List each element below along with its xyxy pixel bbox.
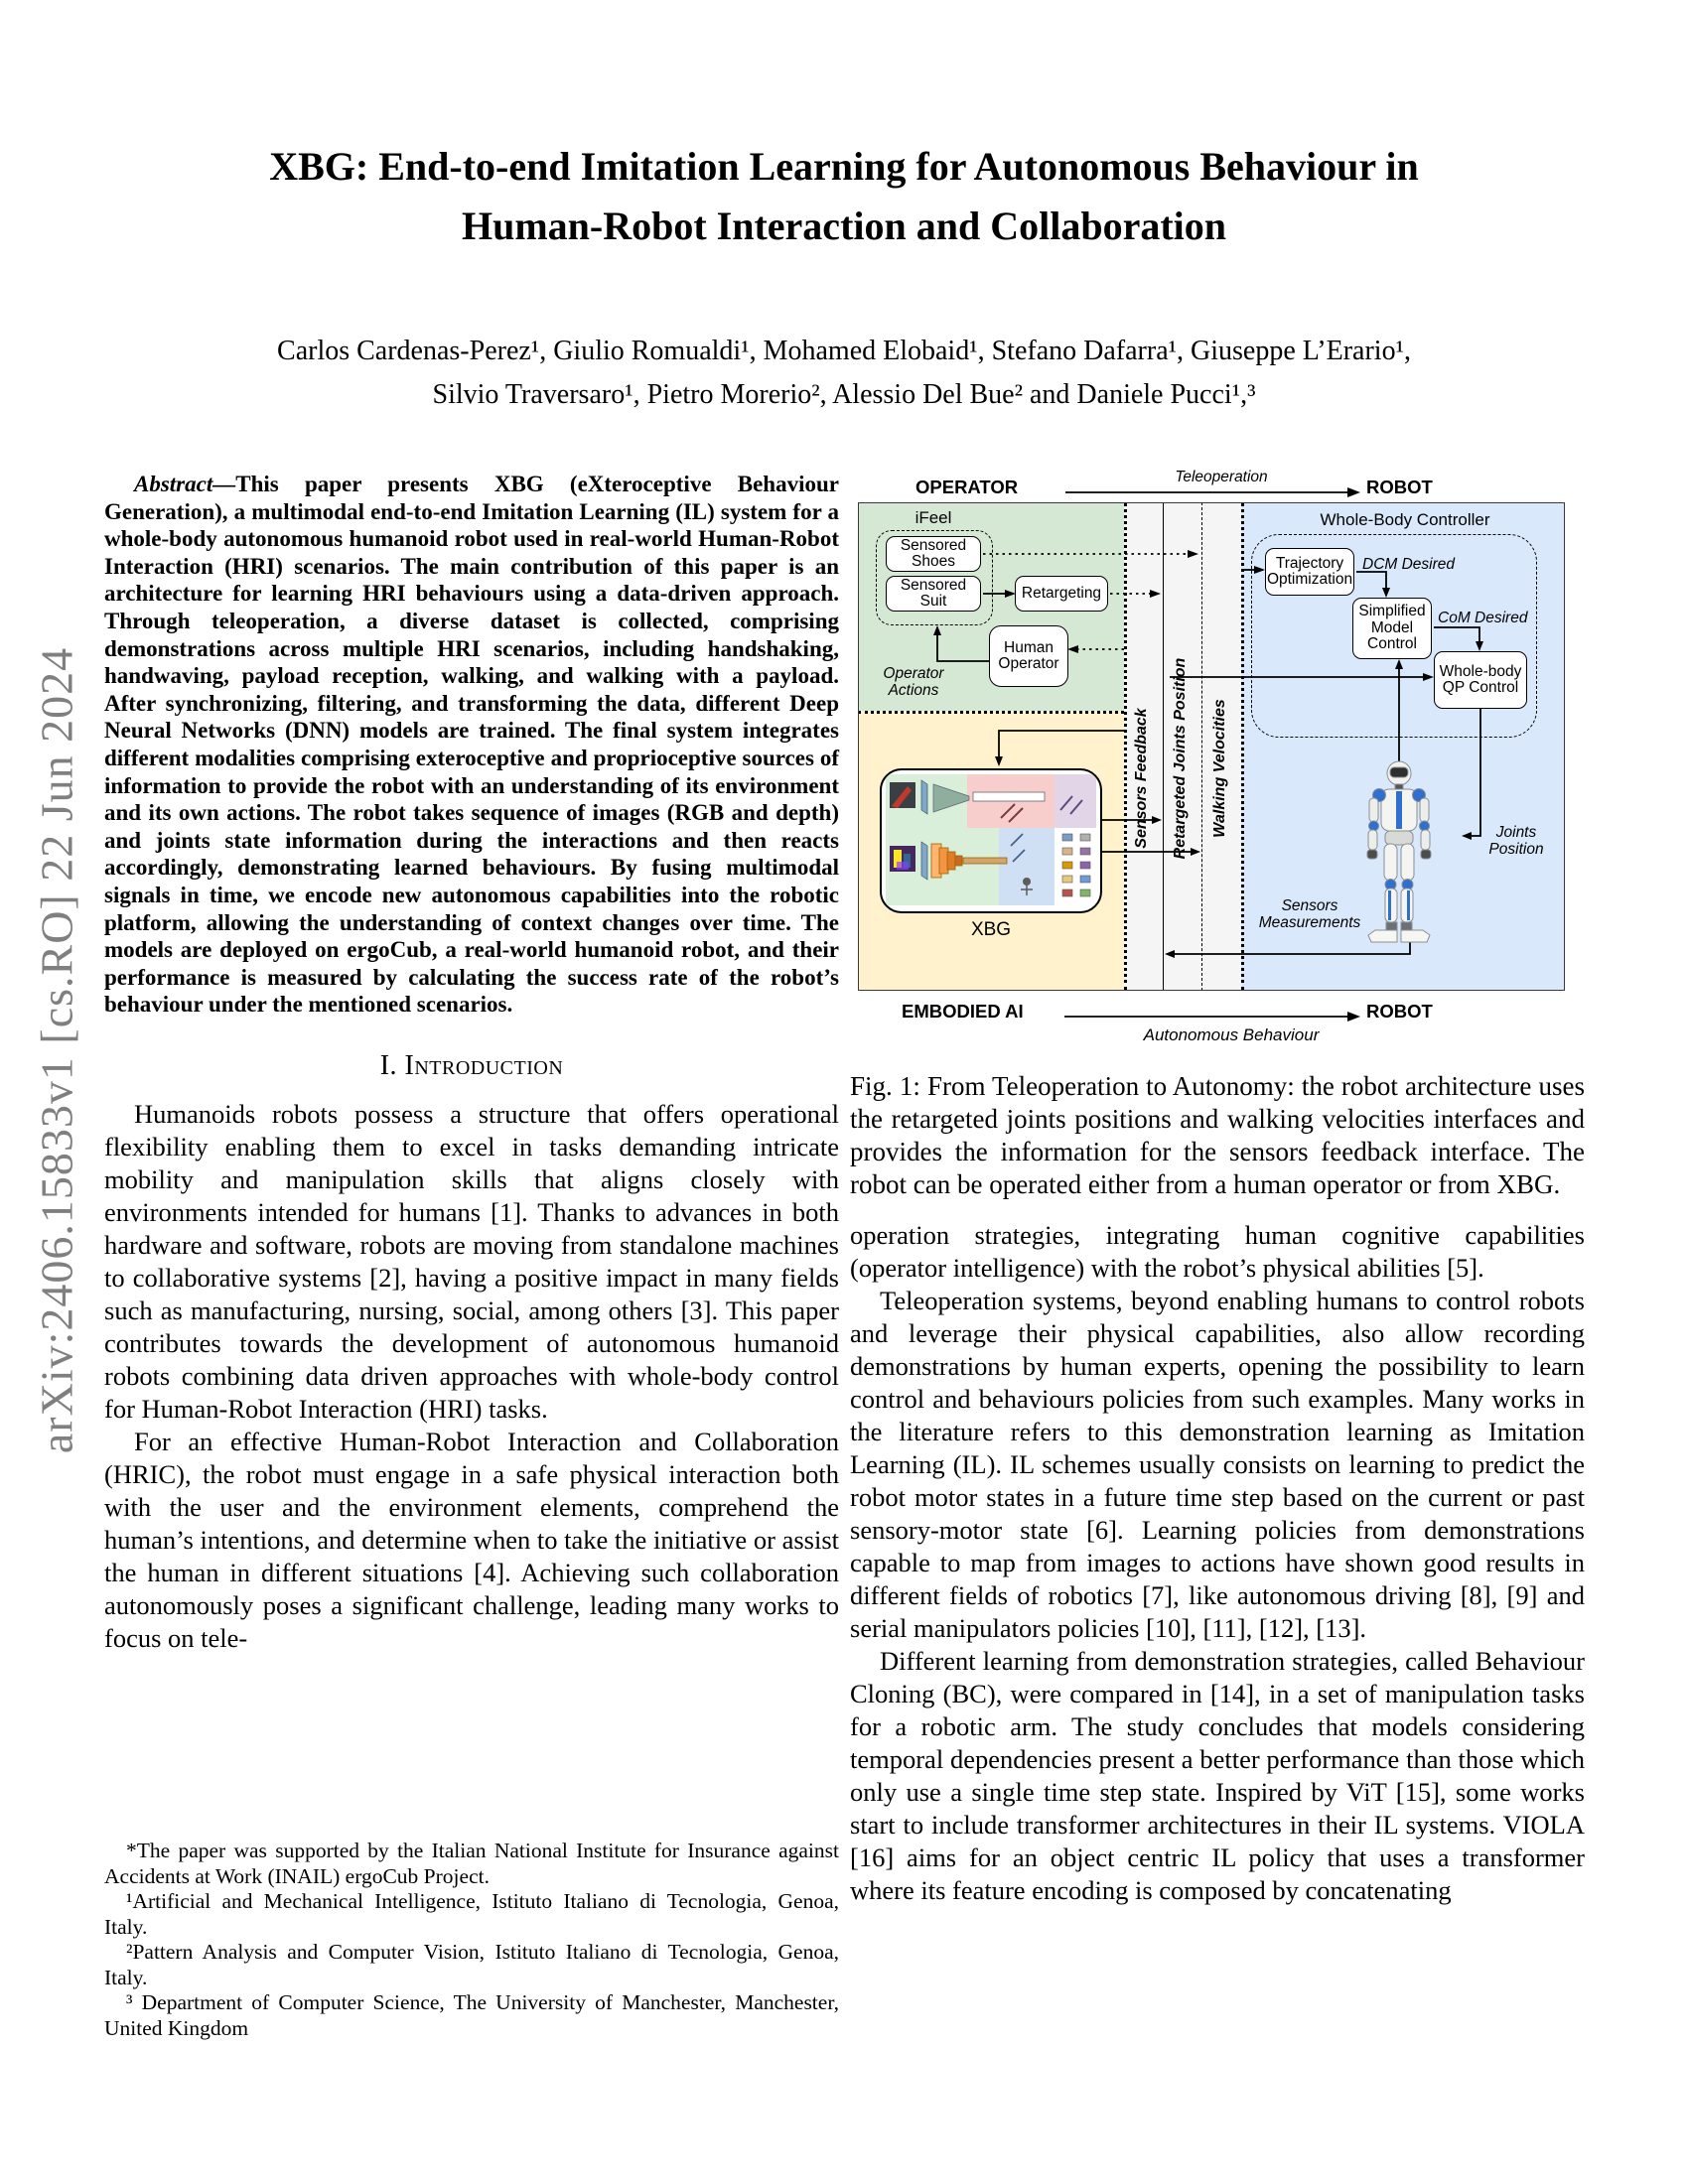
lane-label-sensors-feedback: Sensors Feedback [1133,708,1150,849]
lane-label-walking-velocities: Walking Velocities [1211,699,1228,838]
intro-paragraph-1: Humanoids robots possess a structure that offers operational flexibility enabling them to excel in tasks demanding intricate mobility and manipulation skills that aligns closely with environments intended for humans [1]. Thanks to advances in both hardware and software, robots are moving from standalone machines to collaborative systems [2], having a positive impact in many fields such as manufacturing, nursing, social, among others [3]. This paper contributes towards the development of autonomous humanoid robots combining data driven approaches with whole-body control for Human-Robot Interaction (HRI) tasks. [104,1098,839,1424]
abstract [104,471,839,1019]
xbg-model-box [880,768,1102,913]
figure-top-robot-label: ROBOT [1366,477,1433,497]
intro-paragraph-2: For an effective Human-Robot Interaction and Collaboration (HRIC), the robot must engage in a safe physical interaction both with the user and the environment elements, comprehend the human’s intentions, and determine when to take the initiative or assist the human in different situations [4]. Achieving such collaboration autonomously poses a significant challenge, leading many works to focus on tele- [104,1426,839,1653]
paper-title-line1: XBG: End-to-end Imitation Learning for Autonomous Behaviour in [269,144,1419,189]
figure-top-operator-label: OPERATOR [915,477,1019,497]
xbg-label: XBG [970,919,1012,940]
footnote-support: *The paper was supported by the Italian National Institute for Insurance against Accidents at Work (INAIL) ergoCub Project. [104,1839,839,1888]
simplified-model-control-box: Simplified Model Control [1352,598,1432,659]
footnote-affiliation-3: ³ Department of Computer Science, The University of Manchester, Manchester, United Kingdom [104,1990,839,2040]
whole-body-qp-control-box: Whole-body QP Control [1434,651,1527,709]
right-paragraph-2: Teleoperation systems, beyond enabling humans to control robots and leverage their physical capabilities, also allow recording demonstrations by human experts, opening the possibility to learn control and behaviours policies from such examples. Many works in the literature refers to this demonstration learning as Imitation Learning (IL). IL schemes usually consists on learning to predict the robot motor states in a future time step based on the current or past sensory-motor state [6]. Learning policies from demonstrations capable to map from images to actions have shown good results in different fields of robotics [7], like autonomous driving [8], [9] and serial manipulators policies [10], [11], [12], [13]. [850,1286,1585,1643]
author-list [0,330,1688,417]
retargeting-box: Retargeting [1015,576,1108,612]
abstract-lead: Abstract— [134,472,236,496]
abstract-text: This paper presents XBG (eXteroceptive Behaviour Generation), a multimodal end-to-end Imitation Learning (IL) system for a whole-body autonomous humanoid robot used in real-world Human-Robot Interaction (HRI) scenarios. The main contribution of this paper is an architecture for learning HRI behaviours using a data-driven approach. Through teleoperation, a diverse dataset is collected, comprising demonstrations across multiple HRI scenarios, including handshaking, handwaving, payload reception, walking, and walking with a payload. After synchronizing, filtering, and transforming the data, different Deep Neural Networks (DNN) models are trained. The final system integrates different modalities comprising exteroceptive and proprioceptive sources of information to provide the robot with an understanding of its environment and its own actions. The robot takes sequence of images (RGB and depth) and joints state information during the interactions and then reacts accordingly, demonstrating learned behaviours. By fusing multimodal signals in time, we encode new autonomous capabilities into the robotic platform, allowing the understanding of context changes over time. The models are deployed on ergoCub, a real-world humanoid robot, and their performance is measured by calculating the success rate of the robot’s behaviour under the mentioned scenarios. [104,472,839,1018]
author-line2: Silvio Traversaro¹, Pietro Morerio², Alessio Del Bue² and Daniele Pucci¹,³ [432,379,1256,410]
right-paragraph-3: Different learning from demonstration strategies, called Behaviour Cloning (BC), were compared in [14], in a set of manipulation tasks for a robotic arm. The study concludes that models considering temporal dependencies present a better performance than those which only use a single time step state. Inspired by ViT [15], some works start to include transformer architectures in their IL systems. VIOLA [16] aims for an object centric IL policy that uses a transformer where its feature encoding is composed by concatenating [850,1646,1585,1905]
right-paragraph-1: operation strategies, integrating human cognitive capabilities (operator intelligence) with the robot’s physical abilities [5]. [850,1220,1585,1283]
figure-bottom-embodied-ai-label: EMBODIED AI [902,1001,1024,1022]
trajectory-optimization-box: Trajectory Optimization [1265,548,1354,596]
figure-top-teleoperation-label: Teleoperation [1175,469,1268,485]
figure-1-caption: Fig. 1: From Teleoperation to Autonomy: the robot architecture uses the retargeted joints positions and walking velocities interfaces and provides the information for the sensors feedback interface. The robot can be operated either from a human operator or from XBG. [850,1071,1585,1199]
human-operator-box: Human Operator [989,625,1068,687]
whole-body-controller-label: Whole-Body Controller [1320,510,1490,529]
sensors-measurements-label: Sensors Measurements [1258,897,1361,931]
sensored-suit-box: Sensored Suit [886,576,981,612]
figure-bottom-autonomous-behaviour-label: Autonomous Behaviour [1143,1025,1320,1044]
figure-bottom-robot-label: ROBOT [1366,1001,1433,1022]
author-line1: Carlos Cardenas-Perez¹, Giulio Romualdi¹, Mohamed Elobaid¹, Stefano Dafarra¹, Giuseppe L’Erario¹, [277,336,1411,366]
com-desired-label: CoM Desired [1438,610,1528,626]
joints-position-label: Joints Position [1488,824,1544,858]
dcm-desired-label: DCM Desired [1362,556,1456,573]
section-heading-introduction: I. Introduction [379,1049,564,1081]
xbg-architecture-thumbnail [882,770,1100,911]
footnote-affiliation-1: ¹Artificial and Mechanical Intelligence, Istituto Italiano di Tecnologia, Genoa, Italy. [104,1889,839,1939]
lane-label-retargeted-joints-position: Retargeted Joints Position [1172,657,1189,860]
figure-1 [854,471,1569,1058]
ifeel-label: iFeel [914,508,952,527]
arxiv-watermark: arXiv:2406.15833v1 [cs.RO] 22 Jun 2024 [31,646,82,1454]
paper-title [0,137,1688,256]
footnotes [104,1839,839,2041]
right-column [850,471,1585,1907]
paper-title-line2: Human-Robot Interaction and Collaboration [461,204,1227,248]
footnote-affiliation-2: ²Pattern Analysis and Computer Vision, Istituto Italiano di Tecnologia, Genoa, Italy. [104,1940,839,1989]
sensored-shoes-box: Sensored Shoes [886,536,981,572]
operator-actions-label: Operator Actions [883,665,944,699]
left-column [104,471,839,2079]
